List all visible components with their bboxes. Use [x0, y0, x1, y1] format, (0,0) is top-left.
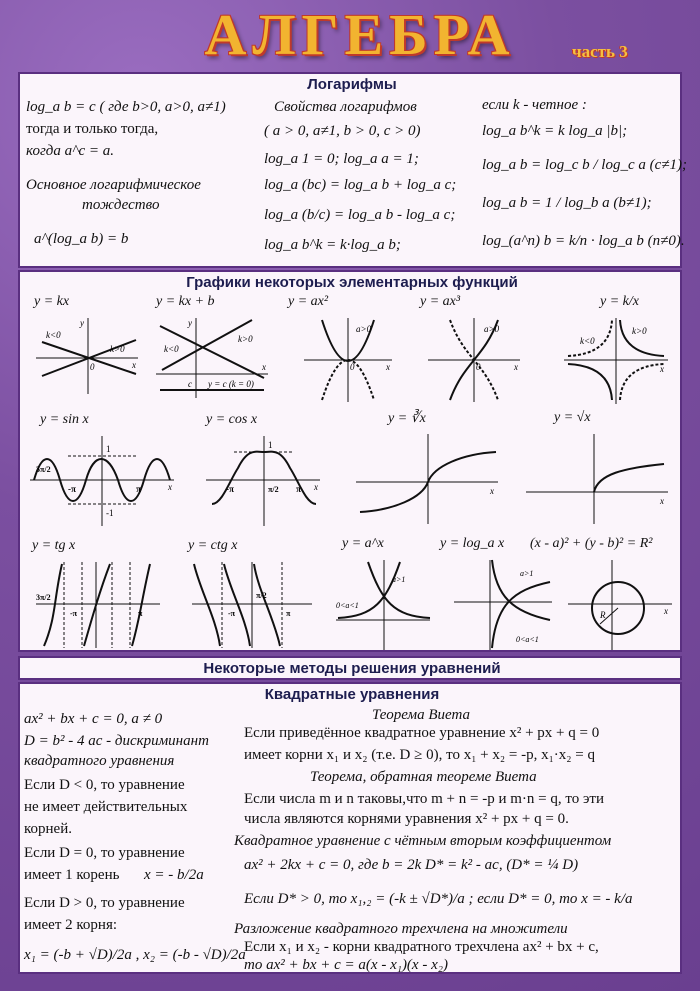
log-definition-line3: когда a^c = a. — [26, 143, 114, 159]
c-label: c — [188, 379, 192, 389]
one-label: 1 — [106, 444, 111, 454]
label-hyperbola: y = k/x — [600, 294, 639, 309]
a-pos-label: a>0 — [484, 324, 500, 334]
label-tan: y = tg x — [32, 538, 76, 553]
quad-eq: ax² + bx + c = 0, a ≠ 0 — [24, 711, 163, 727]
label-cubic: y = ax³ — [420, 294, 461, 309]
prop-4: log_a b^k = k·log_a b; — [264, 237, 401, 253]
label-linear: y = kx — [34, 294, 70, 309]
three-pi-half-label: 3π/2 — [36, 593, 51, 602]
props-title: Свойства логарифмов — [274, 99, 417, 115]
label-circle: (x - a)² + (y - b)² = R² — [530, 536, 653, 551]
graph-quadratic — [300, 314, 396, 404]
graphs-title: Графики некоторых элементарных функций — [186, 274, 518, 291]
two-roots: x₁ = (-b + √D)/2a , x₂ = (-b - √D)/2a — [24, 947, 246, 963]
even-coef-2: Если D* > 0, то x₁,₂ = (-k ± √D*)/a ; если D* = 0, то x = - k/a — [244, 891, 633, 907]
pi-half-label: π/2 — [268, 485, 279, 494]
d-negative-3: корней. — [24, 821, 72, 837]
a-between-label: 0<a<1 — [516, 635, 539, 644]
discriminant: D = b² - 4 ac - дискриминант — [24, 733, 209, 749]
graph-linear — [32, 314, 144, 398]
label-linear-b: y = kx + b — [156, 294, 215, 309]
axis-x-label: x — [314, 482, 318, 492]
label-sin: y = sin x — [40, 412, 89, 427]
identity-formula: a^(log_a b) = b — [34, 231, 129, 247]
axis-x-label: x — [660, 364, 664, 374]
identity-label-2: тождество — [82, 197, 160, 213]
pi-label: π — [286, 609, 291, 618]
discriminant-2: квадратного уравнения — [24, 753, 175, 769]
axis-x-label: x — [514, 362, 518, 372]
graph-tan — [34, 558, 164, 650]
three-pi-half-label: 3π/2 — [36, 465, 51, 474]
k-neg-label: k<0 — [164, 344, 179, 354]
graphs-panel — [18, 270, 682, 652]
pi-half-label: π/2 — [256, 591, 267, 600]
minus-pi-label: -π — [70, 609, 78, 618]
a-pos-label: a>0 — [356, 324, 372, 334]
methods-title: Некоторые методы решения уравнений — [203, 660, 501, 677]
vieta-1: Если приведённое квадратное уравнение x² + px + q = 0 — [244, 725, 600, 741]
graph-exp — [334, 556, 434, 652]
inverse-title: Теорема, обратная теореме Виета — [310, 769, 537, 785]
label-sqrt: y = √x — [554, 410, 591, 425]
graph-hyperbola — [560, 314, 672, 406]
axis-x-label: x — [168, 482, 172, 492]
even-title: если k - четное : — [482, 97, 587, 113]
graph-cos — [204, 432, 324, 528]
axis-x-label: x — [490, 486, 494, 496]
pi-label: π — [136, 484, 141, 494]
origin-label: 0 — [350, 362, 355, 372]
graph-log — [452, 556, 556, 652]
k-pos-label: k>0 — [110, 344, 125, 354]
graph-sqrt — [524, 430, 672, 526]
pi-label: π — [296, 484, 301, 494]
quadratic-panel — [18, 682, 682, 974]
axis-x-label: x — [664, 606, 668, 616]
factor-title: Разложение квадратного трехчлена на множители — [234, 921, 568, 937]
graph-cot — [190, 558, 316, 650]
d-positive: Если D > 0, то уравнение — [24, 895, 185, 911]
prop-1: log_a 1 = 0; log_a a = 1; — [264, 151, 419, 167]
d-zero-root: x = - b/2a — [144, 867, 204, 883]
label-cos: y = cos x — [206, 412, 258, 427]
graph-cbrt — [354, 430, 502, 526]
quadratic-title: Квадратные уравнения — [264, 686, 440, 703]
even-4: log_(a^n) b = k/n · log_a b (n≠0). — [482, 233, 685, 249]
label-cbrt: y = ∛x — [388, 411, 426, 426]
minus-pi-label: -π — [228, 609, 236, 618]
y-c-label: y = c (k = 0) — [208, 379, 254, 389]
origin-label: 0 — [476, 362, 481, 372]
poster-title: АЛГЕБРА — [204, 2, 516, 67]
d-negative-2: не имеет действительных — [24, 799, 188, 815]
even-coef-title: Квадратное уравнение с чётным вторым коэффициентом — [234, 833, 612, 849]
graph-cubic — [424, 314, 524, 404]
minus-one-label: -1 — [106, 508, 114, 518]
k-pos-label: k>0 — [238, 334, 253, 344]
k-neg-label: k<0 — [580, 336, 595, 346]
minus-pi-label: -π — [68, 484, 76, 494]
prop-2: log_a (bc) = log_a b + log_a c; — [264, 177, 457, 193]
props-condition: ( a > 0, a≠1, b > 0, c > 0) — [264, 123, 421, 139]
a-gt-1-label: a>1 — [392, 575, 406, 584]
k-pos-label: k>0 — [632, 326, 647, 336]
factor-1: Если x₁ и x₂ - корни квадратного трехчлена ax² + bx + c, — [244, 939, 599, 955]
k-neg-label: k<0 — [46, 330, 61, 340]
identity-label: Основное логарифмическое — [26, 177, 201, 193]
label-log: y = log_a x — [440, 536, 505, 551]
one-label: 1 — [268, 440, 273, 450]
even-2: log_a b = log_c b / log_c a (c≠1); — [482, 157, 687, 173]
logarithms-title: Логарифмы — [307, 76, 397, 93]
factor-2: то ax² + bx + c = a(x - x₁)(x - x₂) — [244, 957, 448, 973]
vieta-title: Теорема Виета — [372, 707, 471, 723]
label-cot: y = ctg x — [188, 538, 238, 553]
graph-linear-b — [152, 314, 274, 402]
axis-y-label: y — [80, 318, 84, 328]
d-positive-2: имеет 2 корня: — [24, 917, 118, 933]
methods-title-bar — [18, 656, 682, 680]
d-zero-2: имеет 1 корень — [24, 867, 120, 883]
prop-3: log_a (b/c) = log_a b - log_a c; — [264, 207, 456, 223]
graph-sin — [28, 432, 178, 528]
radius-label: R — [600, 610, 606, 620]
graph-circle — [566, 556, 676, 652]
axis-x-label: x — [262, 362, 266, 372]
even-3: log_a b = 1 / log_b a (b≠1); — [482, 195, 652, 211]
a-gt-1-label: a>1 — [520, 569, 534, 578]
axis-x-label: x — [386, 362, 390, 372]
part-label: часть 3 — [572, 42, 628, 61]
d-negative: Если D < 0, то уравнение — [24, 777, 185, 793]
axis-x-label: x — [660, 496, 664, 506]
log-definition: log_a b = c ( где b>0, a>0, a≠1) — [26, 99, 226, 115]
a-between-label: 0<a<1 — [336, 601, 359, 610]
axis-y-label: y — [188, 318, 192, 328]
even-1: log_a b^k = k log_a |b|; — [482, 123, 628, 139]
inverse-2: числа являются корнями уравнения x² + px + q = 0. — [244, 811, 569, 827]
inverse-1: Если числа m и n таковы,что m + n = -p и m·n = q, то эти — [244, 791, 604, 807]
minus-pi-label: -π — [226, 484, 234, 494]
log-definition-line2: тогда и только тогда, — [26, 121, 159, 137]
logarithms-panel — [18, 72, 687, 268]
even-coef-1: ax² + 2kx + c = 0, где b = 2k D* = k² - ac, (D* = ¼ D) — [244, 857, 579, 873]
axis-x-label: x — [132, 360, 136, 370]
label-quadratic: y = ax² — [288, 294, 329, 309]
label-exp: y = a^x — [342, 536, 384, 551]
pi-label: π — [138, 609, 143, 618]
d-zero: Если D = 0, то уравнение — [24, 845, 185, 861]
origin-label: 0 — [90, 362, 95, 372]
vieta-2: имеет корни x₁ и x₂ (т.е. D ≥ 0), то x₁ + x₂ = -p, x₁·x₂ = q — [244, 747, 595, 763]
